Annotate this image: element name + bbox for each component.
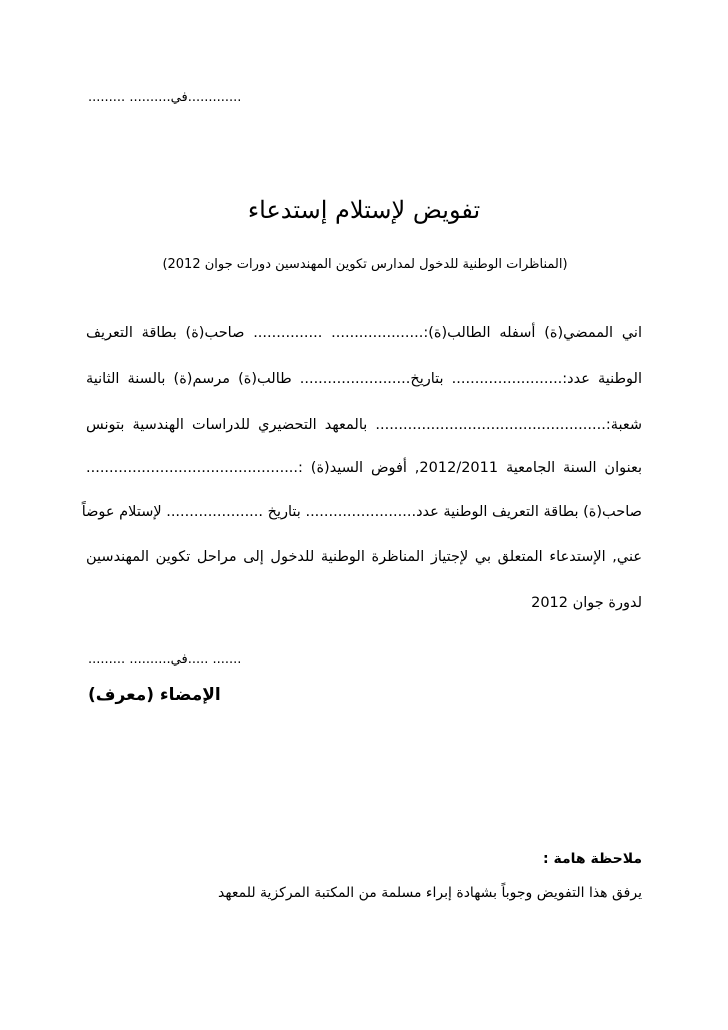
body-line-2: الوطنية عدد:........................ بتاريخ........................ طالب(ة) مرسم(ة) بالسنة الثانية	[86, 371, 642, 387]
body-line-7: لدورة جوان 2012	[531, 595, 642, 611]
body-line-3: شعبة:.................................................. بالمعهد التحضيري للدراسات الهندسية بتونس	[86, 417, 642, 433]
note-text: يرفق هذا التفويض وجوباً بشهادة إبراء مسلمة من المكتبة المركزية للمعهد	[218, 885, 642, 901]
document-title: تفويض لإستلام إستدعاء	[247, 196, 481, 224]
footer-place-date: ......... ..........في..... .......	[88, 652, 242, 667]
header-place-date: ......... ..........في.............	[88, 90, 242, 105]
body-line-4: بعنوان السنة الجامعية 2012/2011, أفوض السيد(ة) :..............................................	[86, 460, 642, 476]
body-line-5: صاحب(ة) بطاقة التعريف الوطنية عدد........................ بتاريخ ..................... لإستلام عوضاً	[81, 504, 642, 520]
body-line-6: عني, الإستدعاء المتعلق بي لإجتياز المناظرة الوطنية للدخول إلى مراحل تكوين المهندسين	[86, 549, 642, 565]
body-line-1: اني الممضي(ة) أسفله الطالب(ة):.................... ............... صاحب(ة) بطاقة التعريف	[86, 325, 642, 341]
document-subtitle: (المناظرات الوطنية للدخول لمدارس تكوين المهندسين دورات جوان 2012)	[162, 257, 568, 272]
note-title: ملاحظة هامة :	[543, 851, 642, 867]
signature-label: الإمضاء (معرف)	[88, 685, 221, 705]
